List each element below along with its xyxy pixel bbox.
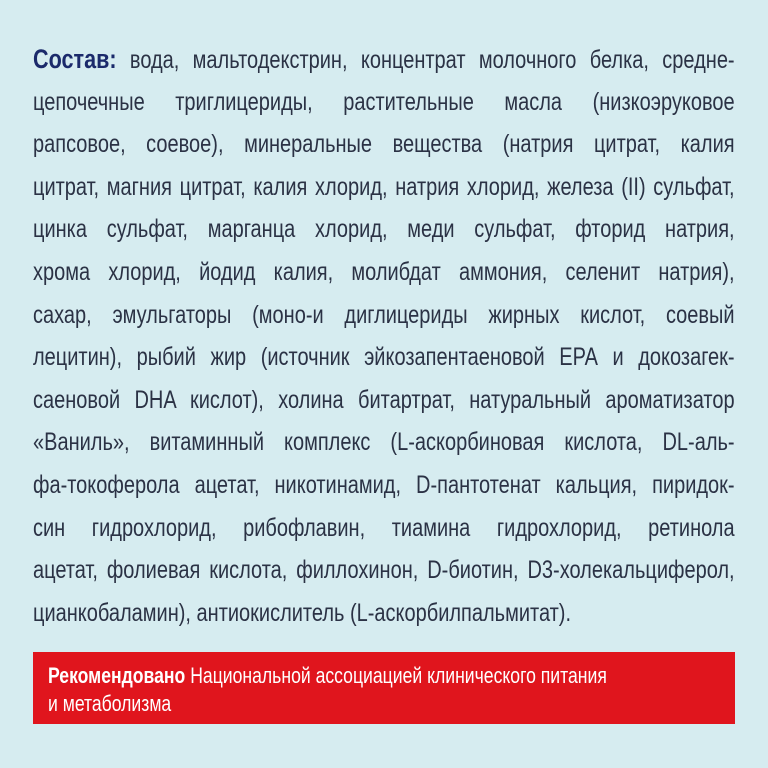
banner-line bbox=[48, 690, 735, 718]
composition-text bbox=[33, 38, 735, 634]
banner-bold: Рекомендовано bbox=[48, 663, 186, 688]
banner-line bbox=[48, 662, 735, 690]
composition-line: ацетат, фолиевая кислота, филлохинон, D-биотин, D3-холекальциферол, bbox=[33, 556, 735, 585]
composition-line: «Ваниль», витаминный комплекс (L-аскорбиновая кислота, DL-аль- bbox=[33, 428, 735, 457]
composition-line: цинка сульфат, марганца хлорид, меди сульфат, фторид натрия, bbox=[33, 215, 735, 244]
recommendation-banner bbox=[33, 652, 735, 724]
composition-line: цианкобаламин), антиокислитель (L-аскорбилпальмитат). bbox=[33, 598, 572, 627]
composition-line: саеновой DHA кислот), холина битартрат, натуральный ароматизатор bbox=[33, 385, 735, 414]
composition-line bbox=[33, 38, 735, 81]
composition-line: рапсовое, соевое), минеральные вещества (натрия цитрат, калия bbox=[33, 130, 735, 159]
composition-line: цепочечные триглицериды, растительные масла (низкоэруковое bbox=[33, 87, 735, 116]
composition-line-text: вода, мальтодекстрин, концентрат молочного белка, средне- bbox=[116, 46, 735, 74]
composition-line: сахар, эмульгаторы (моно-и диглицериды жирных кислот, соевый bbox=[33, 300, 735, 329]
composition-line: син гидрохлорид, рибофлавин, тиамина гидрохлорид, ретинола bbox=[33, 513, 735, 542]
banner-text: и метаболизма bbox=[48, 691, 172, 716]
composition-line: фа-токоферола ацетат, никотинамид, D-пантотенат кальция, пиридок- bbox=[33, 470, 735, 499]
composition-line: хрома хлорид, йодид калия, молибдат аммония, селенит натрия), bbox=[33, 257, 735, 286]
banner-text: Национальной ассоциацией клинического питания bbox=[185, 663, 607, 688]
composition-line: цитрат, магния цитрат, калия хлорид, натрия хлорид, железа (II) сульфат, bbox=[33, 172, 735, 201]
composition-title: Состав: bbox=[33, 44, 117, 74]
composition-line: лецитин), рыбий жир (источник эйкозапентаеновой ЕРА и докозагек- bbox=[33, 343, 735, 372]
